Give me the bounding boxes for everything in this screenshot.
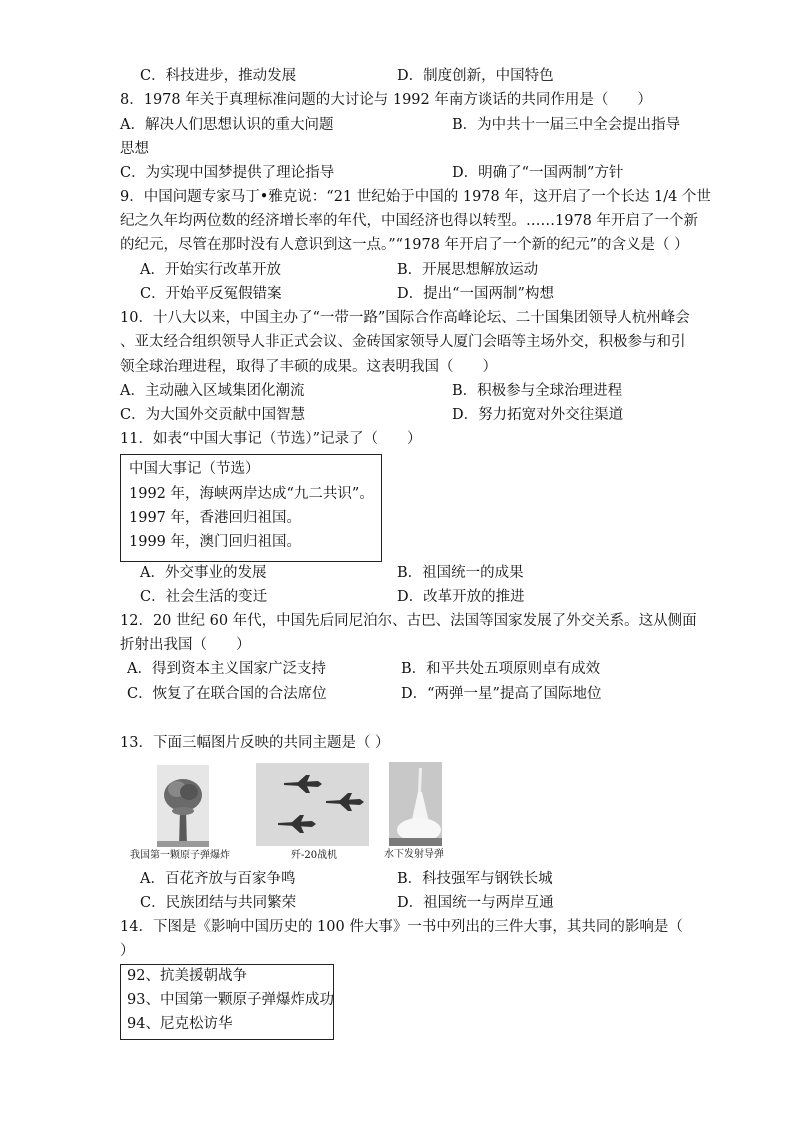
- j20-caption: 歼-20战机: [291, 850, 338, 861]
- q13-option-c: C．民族团结与共同繁荣: [140, 895, 297, 911]
- q11-table-row: 1999 年，澳门回归祖国。: [129, 534, 302, 550]
- q11-table-title: 中国大事记（节选）: [129, 461, 260, 477]
- q13-option-b: B．科技强军与钢铁长城: [397, 871, 553, 887]
- q13-option-a: A．百花齐放与百家争鸣: [140, 871, 296, 887]
- q8-option-c: C．为实现中国梦提供了理论指导: [120, 165, 335, 181]
- q10-stem-line2: 、亚太经合组织领导人非正式会议、金砖国家领导人厦门会晤等主场外交，积极参与和引: [120, 334, 686, 350]
- q11-table-row: 1997 年，香港回归祖国。: [129, 510, 302, 526]
- q10-option-a: A．主动融入区域集团化潮流: [120, 383, 305, 399]
- q7-option-d: D．制度创新，中国特色: [397, 68, 554, 84]
- q11-option-d: D．改革开放的推进: [397, 589, 525, 605]
- q14-event-item: 94、尼克松访华: [127, 1016, 233, 1032]
- q11-stem: 11．如表“中国大事记（节选）”记录了（ ）: [120, 431, 422, 447]
- q8-stem: 8．1978 年关于真理标准问题的大讨论与 1992 年南方谈话的共同作用是（ ）: [120, 92, 652, 108]
- q9-option-d: D．提出“一国两制”构想: [397, 286, 554, 302]
- atomic-bomb-photo: [157, 765, 209, 847]
- q10-option-c: C．为大国外交贡献中国智慧: [120, 407, 306, 423]
- atomic-bomb-caption: 我国第一颗原子弹爆炸: [130, 850, 230, 861]
- q9-option-a: A．开始实行改革开放: [140, 262, 281, 278]
- q10-option-d: D．努力拓宽对外交往渠道: [452, 407, 624, 423]
- q9-stem-line1: 9．中国问题专家马丁•雅克说：“21 世纪始于中国的 1978 年，这开启了一个长达 1/4 个世: [120, 189, 711, 205]
- q12-stem-line2: 折射出我国（ ）: [120, 637, 251, 653]
- q9-option-c: C．开始平反冤假错案: [140, 286, 282, 302]
- q11-table-row: 1992 年，海峡两岸达成“九二共识”。: [129, 486, 374, 502]
- q12-stem-line1: 12．20 世纪 60 年代，中国先后同尼泊尔、古巴、法国等国家发展了外交关系。这从侧面: [120, 613, 697, 629]
- q10-stem-line1: 10．十八大以来，中国主办了“一带一路”国际合作高峰论坛、二十国集团领导人杭州峰会: [120, 310, 690, 326]
- q14-event-item: 93、中国第一颗原子弹爆炸成功: [127, 992, 334, 1008]
- q8-option-b: B．为中共十一届三中全会提出指导: [452, 117, 681, 133]
- q9-stem-line3: 的纪元，尽管在那时没有人意识到这一点。”“1978 年开启了一个新的纪元”的含义是（ ）: [120, 237, 689, 253]
- q9-option-b: B．开展思想解放运动: [397, 262, 539, 278]
- q14-stem-line1: 14．下图是《影响中国历史的 100 件大事》一书中列出的三件大事，其共同的影响是（: [120, 919, 683, 935]
- q11-option-a: A．外交事业的发展: [140, 565, 267, 581]
- q8-option-b-continued: 思想: [120, 141, 149, 157]
- q13-stem: 13．下面三幅图片反映的共同主题是（ ）: [120, 735, 390, 751]
- q12-option-d: D．“两弹一星”提高了国际地位: [401, 686, 602, 702]
- q14-event-item: 92、抗美援朝战争: [127, 968, 247, 984]
- q12-option-a: A．得到资本主义国家广泛支持: [127, 661, 326, 677]
- q8-option-a: A．解决人们思想认识的重大问题: [120, 117, 334, 133]
- q8-option-d: D．明确了“一国两制”方针: [452, 165, 624, 181]
- q9-stem-line2: 纪之久年均两位数的经济增长率的年代，中国经济也得以转型。……1978 年开启了一个新: [120, 213, 699, 229]
- q7-option-c: C．科技进步，推动发展: [140, 68, 297, 84]
- q11-option-b: B．祖国统一的成果: [397, 565, 524, 581]
- q10-stem-line3: 领全球治理进程，取得了丰硕的成果。这表明我国（ ）: [120, 359, 497, 375]
- missile-caption: 水下发射导弹: [384, 849, 444, 860]
- missile-launch-photo: [389, 762, 442, 846]
- q12-option-b: B．和平共处五项原则卓有成效: [401, 661, 601, 677]
- q13-option-d: D．祖国统一与两岸互通: [397, 895, 554, 911]
- q14-events-box: [120, 964, 334, 1040]
- q11-option-c: C．社会生活的变迁: [140, 589, 268, 605]
- q11-chronicle-table: [120, 454, 382, 562]
- q14-stem-line2: ）: [120, 943, 135, 959]
- j20-fighter-photo: [256, 763, 369, 846]
- q12-option-c: C．恢复了在联合国的合法席位: [127, 686, 327, 702]
- q10-option-b: B．积极参与全球治理进程: [452, 383, 623, 399]
